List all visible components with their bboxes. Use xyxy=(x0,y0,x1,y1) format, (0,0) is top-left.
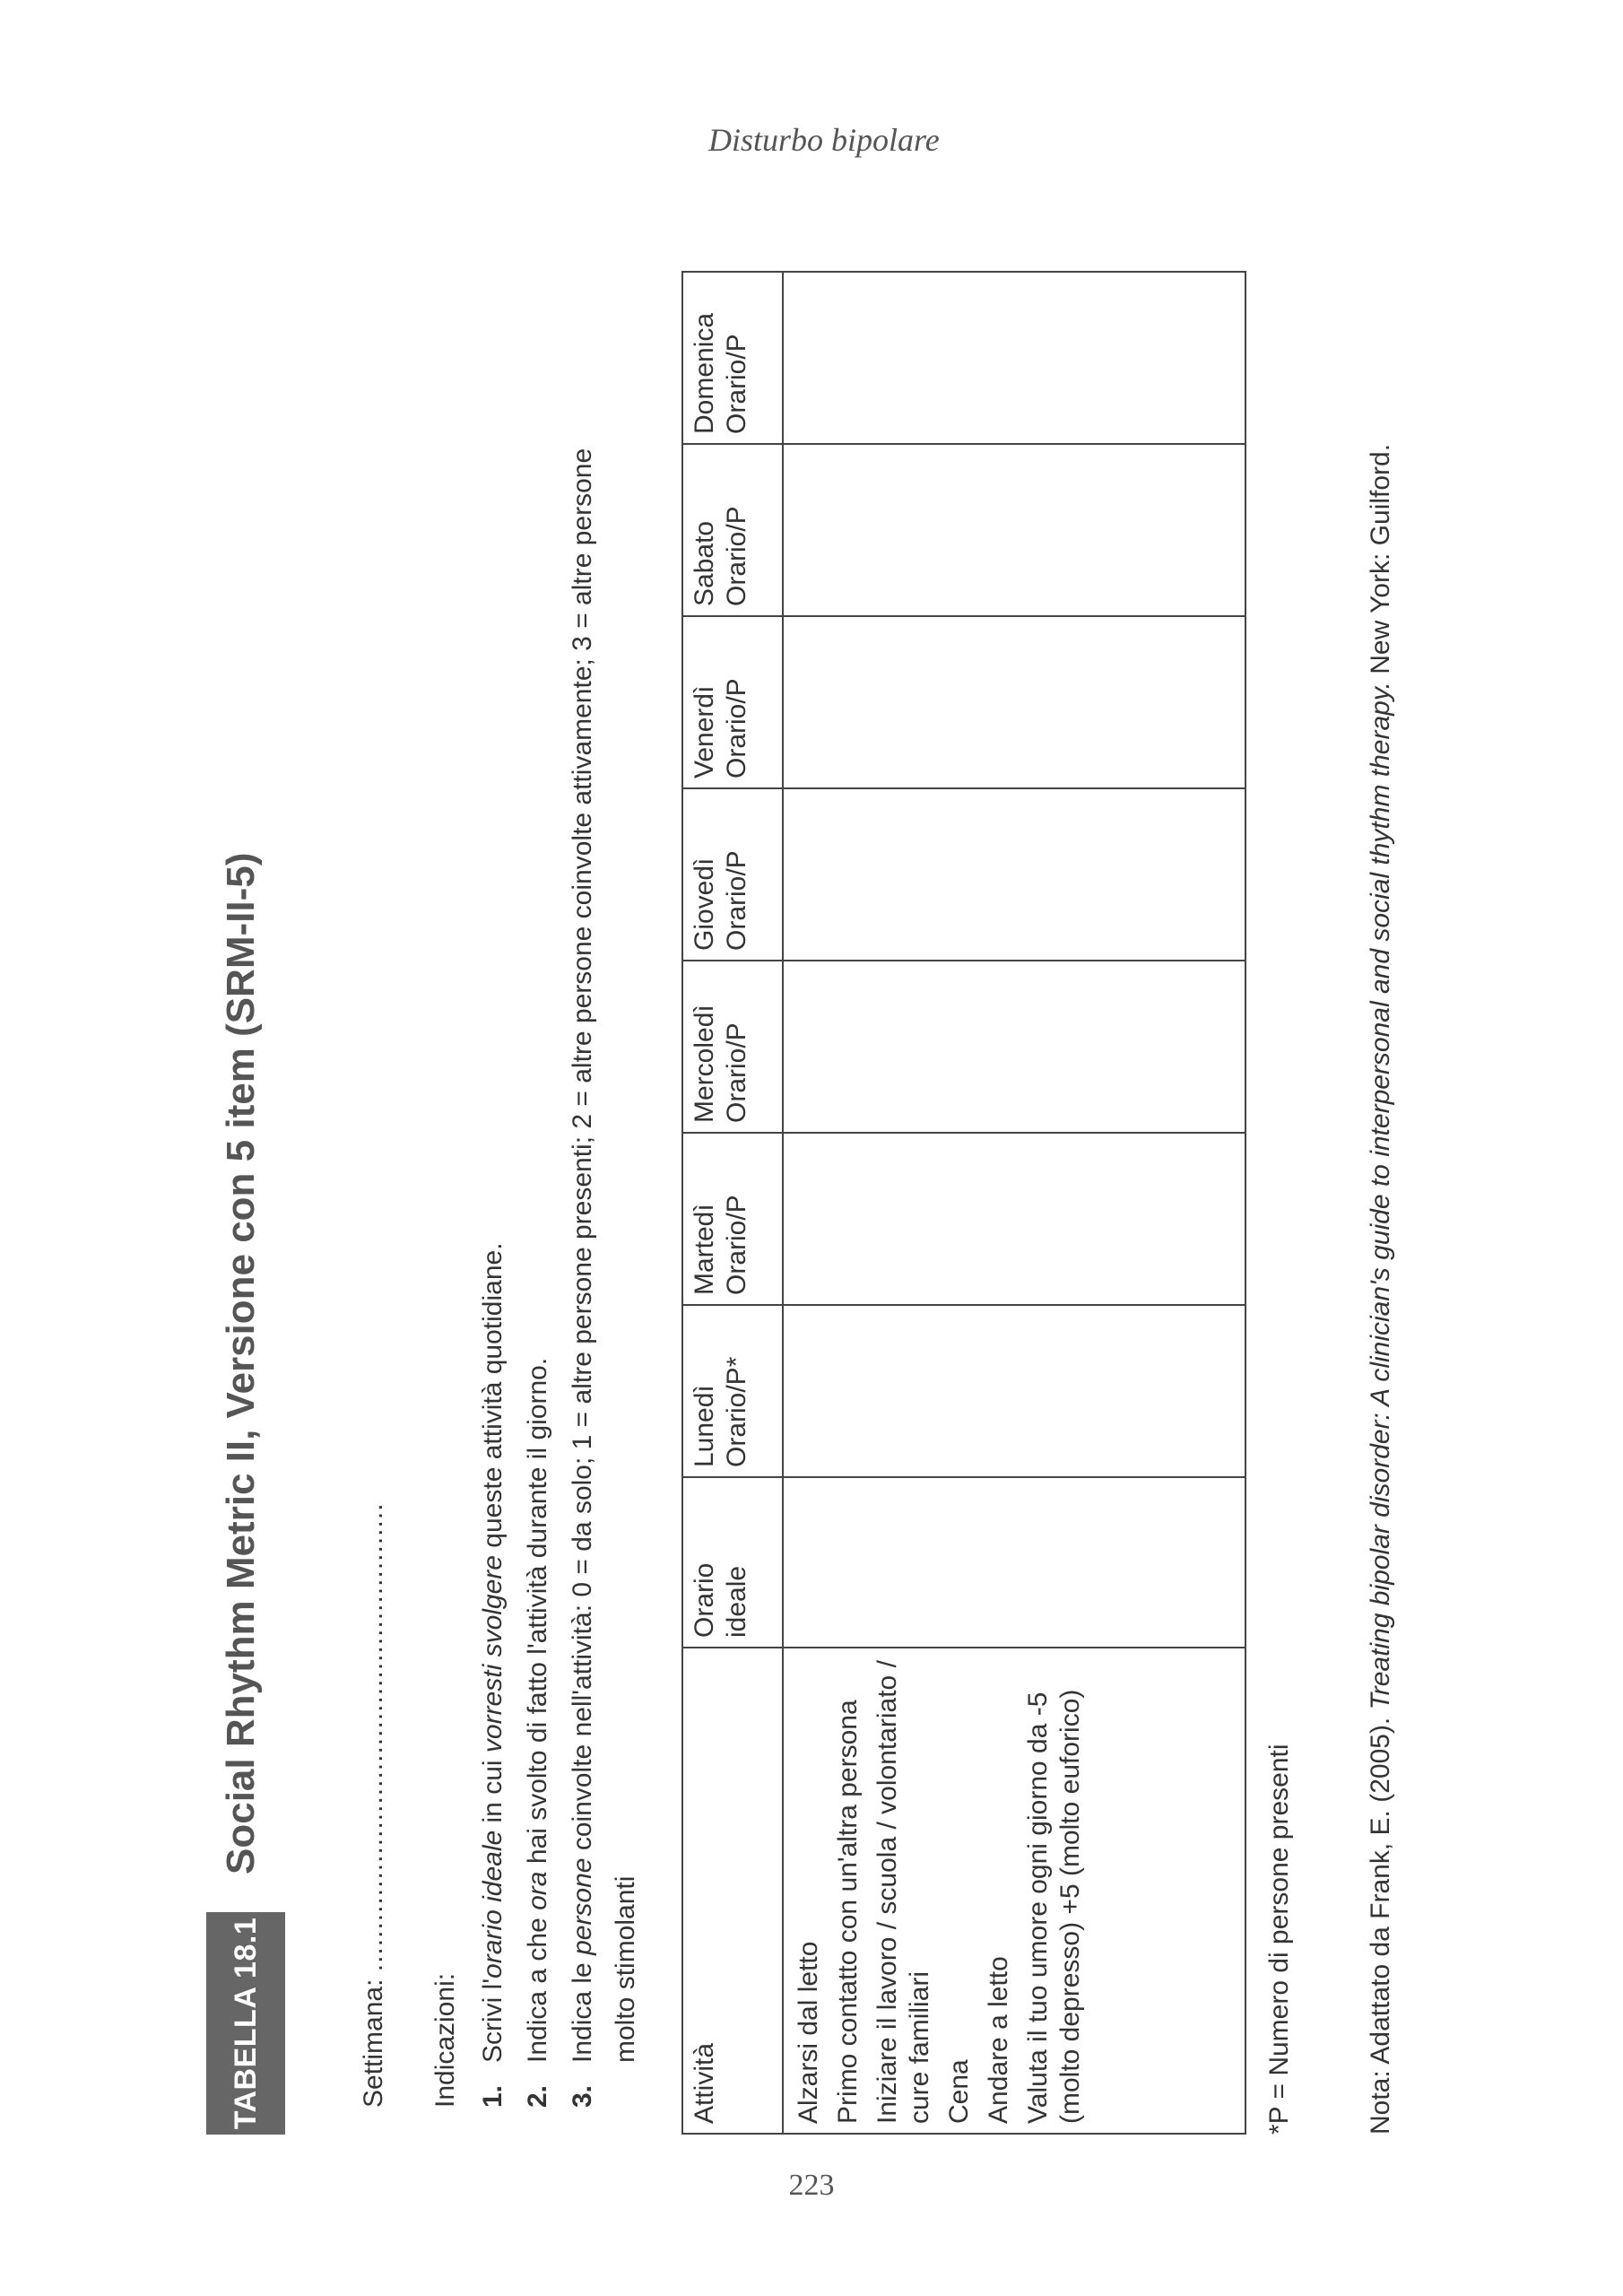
col-header-activity: Attività xyxy=(682,1648,783,2134)
table-row xyxy=(783,272,1245,2134)
table-header-row xyxy=(682,272,783,2134)
col-header-friday: Venerdì Orario/P xyxy=(682,616,783,788)
instruction-number: 2. xyxy=(523,2084,552,2108)
activity-item: Alzarsi dal letto xyxy=(794,1941,823,2124)
saturday-cell[interactable] xyxy=(783,444,1245,616)
instruction-3: 3. Indica le persone coinvolte nell'attività: 0 = da solo; 1 = altre persone presenti; 2 = altre persone coinvolte attivamente; 3 = altre persone molto stimolanti xyxy=(561,404,647,2108)
page-number: 223 xyxy=(788,2169,835,2202)
col-header-tuesday: Martedì Orario/P xyxy=(682,1133,783,1305)
col-header-monday: Lunedì Orario/P* xyxy=(682,1305,783,1477)
table-badge: TABELLA 18.1 xyxy=(206,1912,285,2135)
instruction-number: 1. xyxy=(478,2084,508,2108)
activities-cell xyxy=(783,1648,1245,2134)
col-header-thursday: Giovedì Orario/P xyxy=(682,788,783,961)
activity-item: Cena xyxy=(944,2059,974,2124)
week-blank[interactable]: ........................................................ xyxy=(359,1502,388,1972)
week-label: Settimana: xyxy=(359,1979,388,2108)
friday-cell[interactable] xyxy=(783,616,1245,788)
col-header-sunday: Domenica Orario/P xyxy=(682,272,783,444)
wednesday-cell[interactable] xyxy=(783,961,1245,1133)
rotated-table-page xyxy=(206,251,1497,2135)
activity-item: Iniziare il lavoro / scuola / volontariato / cure familiari xyxy=(872,1660,934,2124)
sunday-cell[interactable] xyxy=(783,272,1245,444)
srm-table xyxy=(681,271,1246,2135)
table-footnote: *P = Numero di persone presenti xyxy=(1264,1744,1294,2135)
col-header-ideal-time: Orario ideale xyxy=(682,1477,783,1648)
instruction-number: 3. xyxy=(568,2084,597,2108)
tuesday-cell[interactable] xyxy=(783,1133,1245,1305)
ideal-time-cell[interactable] xyxy=(783,1477,1245,1648)
instruction-2: 2. Indica a che ora hai svolto di fatto l'attività durante il giorno. xyxy=(516,404,560,2108)
activity-item: Andare a letto xyxy=(984,1956,1013,2124)
monday-cell[interactable] xyxy=(783,1305,1245,1477)
week-field xyxy=(359,1502,389,2108)
col-header-wednesday: Mercoledì Orario/P xyxy=(682,961,783,1133)
col-header-saturday: Sabato Orario/P xyxy=(682,444,783,616)
activity-item: Valuta il tuo umore ogni giorno da -5 (molto depresso) +5 (molto euforico) xyxy=(1023,1689,1085,2124)
activity-item: Primo contatto con un'altra persona xyxy=(833,1700,863,2124)
instruction-1: 1. Scrivi l'orario ideale in cui vorresti svolgere queste attività quotidiane. xyxy=(472,404,515,2108)
instructions-label: Indicazioni: xyxy=(430,1972,460,2108)
running-head: Disturbo bipolare xyxy=(708,122,940,158)
thursday-cell[interactable] xyxy=(783,788,1245,961)
source-note: Nota: Adattato da Frank, E. (2005). Treating bipolar disorder: A clinician's guide to interpersonal and social thythm therapy. New York: Guilford. xyxy=(1366,443,1395,2135)
table-title: Social Rhythm Metric II, Versione con 5 item (SRM-II-5) xyxy=(219,852,263,1874)
